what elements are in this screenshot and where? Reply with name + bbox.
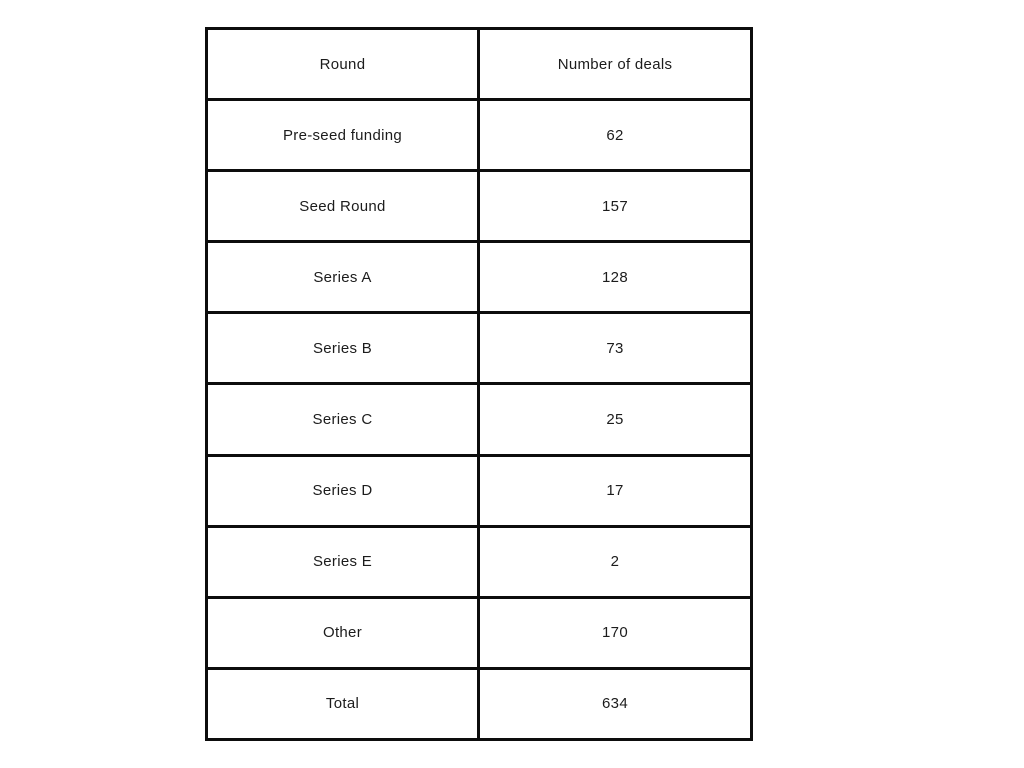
- cell-deals: 73: [479, 313, 752, 384]
- deals-table: [205, 27, 753, 741]
- table-row: [207, 384, 752, 455]
- table-row: [207, 171, 752, 242]
- cell-round: Pre-seed funding: [207, 100, 479, 171]
- cell-deals: 2: [479, 526, 752, 597]
- cell-deals: 634: [479, 668, 752, 739]
- table-row-total: [207, 668, 752, 739]
- cell-round: Other: [207, 597, 479, 668]
- table-header-row: [207, 29, 752, 100]
- table-row: [207, 455, 752, 526]
- cell-deals: 128: [479, 242, 752, 313]
- cell-deals: 25: [479, 384, 752, 455]
- table-row: [207, 100, 752, 171]
- table-row: [207, 597, 752, 668]
- cell-deals: 157: [479, 171, 752, 242]
- header-round: Round: [207, 29, 479, 100]
- cell-round: Total: [207, 668, 479, 739]
- cell-round: Series E: [207, 526, 479, 597]
- cell-round: Series A: [207, 242, 479, 313]
- table-row: [207, 313, 752, 384]
- table-row: [207, 242, 752, 313]
- cell-deals: 62: [479, 100, 752, 171]
- table-row: [207, 526, 752, 597]
- header-number-of-deals: Number of deals: [479, 29, 752, 100]
- cell-round: Series C: [207, 384, 479, 455]
- cell-round: Series D: [207, 455, 479, 526]
- cell-round: Seed Round: [207, 171, 479, 242]
- cell-deals: 170: [479, 597, 752, 668]
- cell-deals: 17: [479, 455, 752, 526]
- cell-round: Series B: [207, 313, 479, 384]
